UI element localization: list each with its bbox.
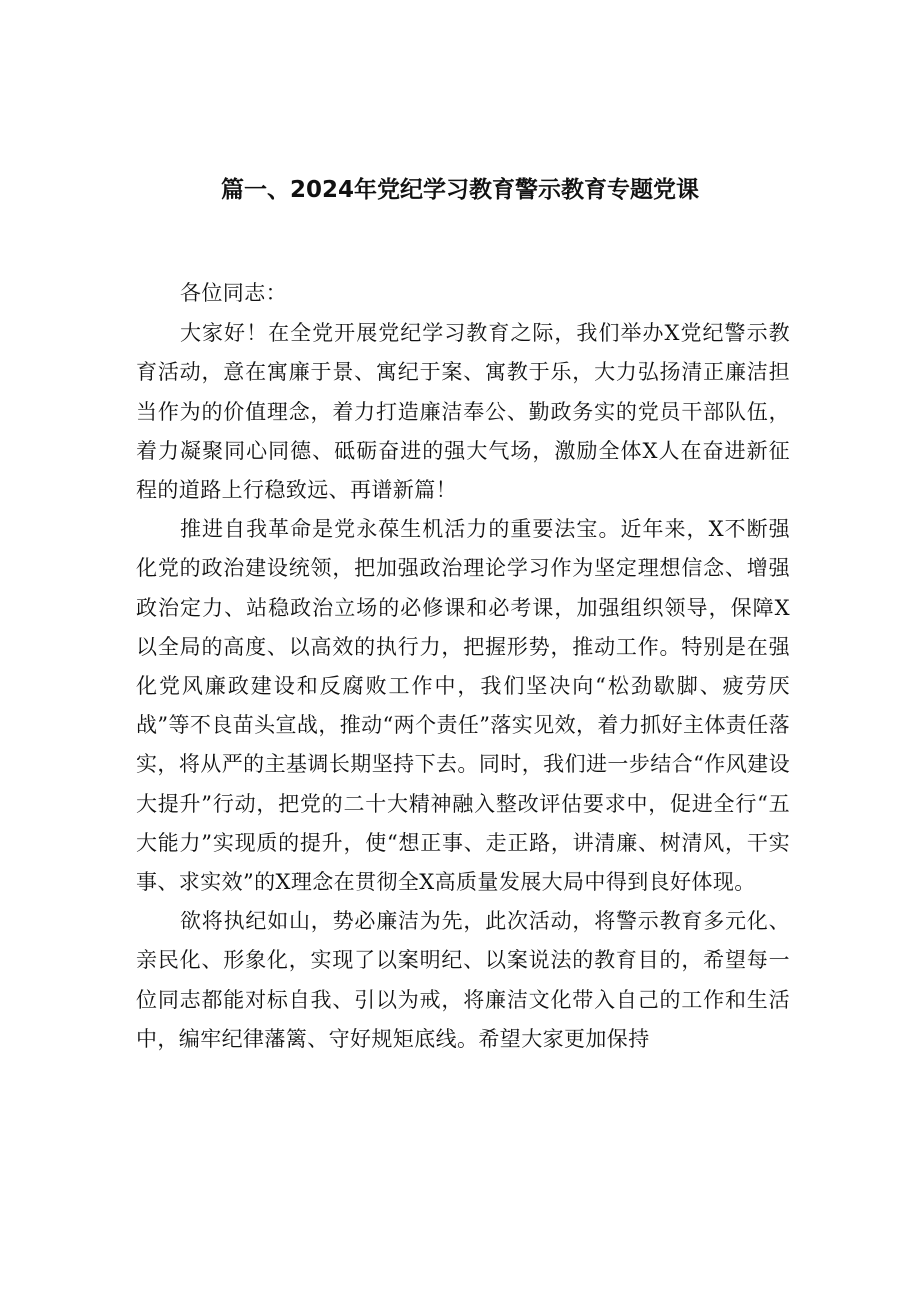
document-title: 篇一、2024年党纪学习教育警示教育专题党课 bbox=[220, 177, 699, 203]
salutation: 各位同志： bbox=[180, 281, 287, 305]
document-body bbox=[136, 274, 790, 1059]
paragraph-1: 大家好！在全党开展党纪学习教育之际，我们举办X党纪警示教育活动，意在寓廉于景、寓纪于案、寓教于乐，大力弘扬清正廉洁担当作为的价值理念，着力打造廉洁奉公、勤政务实的党员干部队伍，着力凝聚同心同德、砥砺奋进的强大气场，激励全体X人在奋进新征程的道路上行稳致远、再谱新篇！ bbox=[136, 321, 790, 503]
paragraph-2: 推进自我革命是党永葆生机活力的重要法宝。近年来，X不断强化党的政治建设统领，把加强政治理论学习作为坚定理想信念、增强政治定力、站稳政治立场的必修课和必考课，加强组织领导，保障X以全局的高度、以高效的执行力，把握形势，推动工作。特别是在强化党风廉政建设和反腐败工作中，我们坚决向“松劲歇脚、疲劳厌战”等不良苗头宣战，推动“两个责任”落实见效，着力抓好主体责任落实，将从严的主基调长期坚持下去。同时，我们进一步结合“作风建设大提升”行动，把党的二十大精神融入整改评估要求中，促进全行“五大能力”实现质的提升，使“想正事、走正路，讲清廉、树清风，干实事、求实效”的X理念在贯彻全X高质量发展大局中得到良好体现。 bbox=[136, 517, 791, 895]
paragraph-3: 欲将执纪如山，势必廉洁为先，此次活动，将警示教育多元化、亲民化、形象化，实现了以案明纪、以案说法的教育目的，希望每一位同志都能对标自我、引以为戒，将廉洁文化带入自己的工作和生活中，编牢纪律藩篱、守好规矩底线。希望大家更加保持 bbox=[136, 909, 790, 1051]
